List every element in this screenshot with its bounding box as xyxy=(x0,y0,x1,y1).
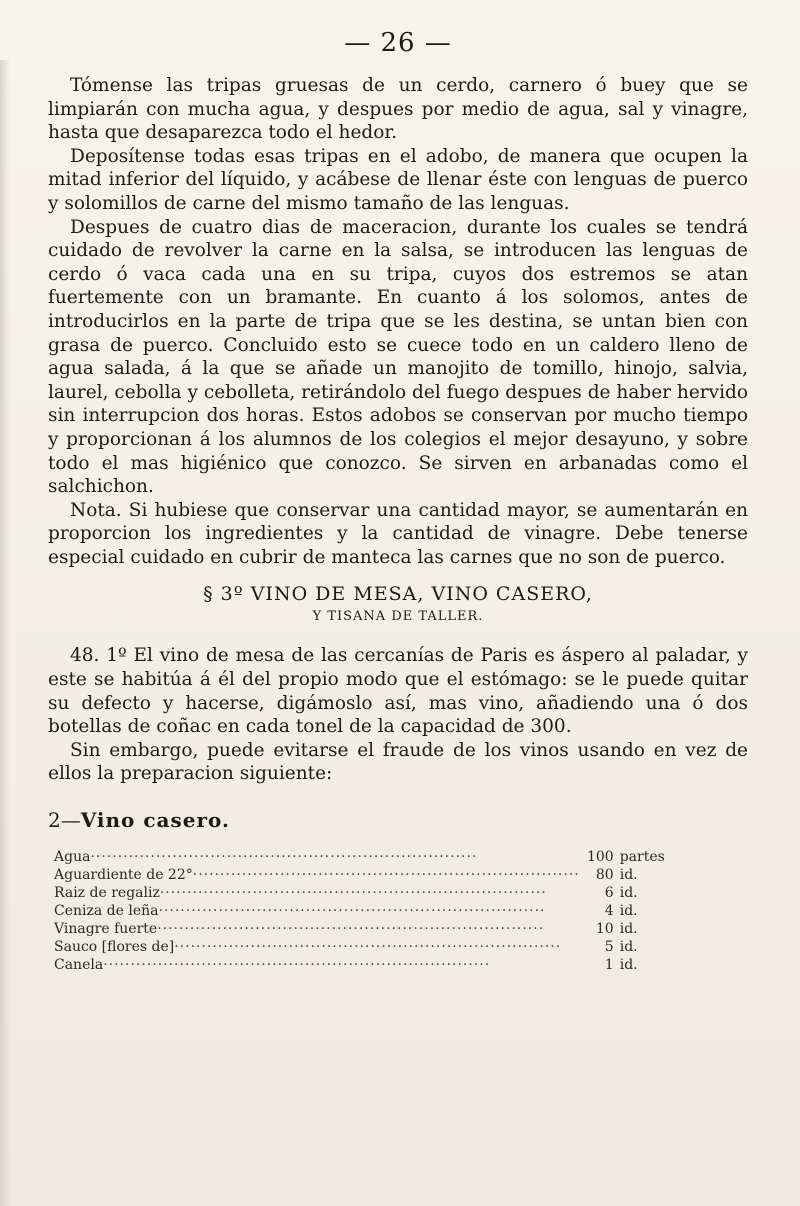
leader-dots: ······································································· xyxy=(192,867,580,884)
ingredient-unit: id. xyxy=(619,885,638,902)
ingredient-unit: id. xyxy=(619,939,638,956)
section-heading: § 3º VINO DE MESA, VINO CASERO, xyxy=(203,583,593,606)
paragraph-fraud: Sin embargo, puede evitarse el fraude de los vinos usando en vez de ellos la preparacion siguiente: xyxy=(48,739,748,785)
ingredient-row xyxy=(54,920,680,938)
recipe-name: Vino casero. xyxy=(80,808,230,833)
section-subheading: Y TISANA DE TALLER. xyxy=(312,609,484,625)
ingredient-unit: id. xyxy=(619,867,638,884)
leader-dots: ······································································· xyxy=(158,903,546,920)
ingredient-row xyxy=(54,902,680,920)
ingredient-unit: id. xyxy=(619,903,638,920)
ingredient-name: Raiz de regaliz xyxy=(54,885,160,902)
ingredient-row xyxy=(54,848,680,866)
page-content xyxy=(48,28,748,974)
ingredient-name: Aguardiente de 22° xyxy=(54,867,193,884)
ingredient-qty: 10 xyxy=(595,921,614,938)
paragraph-3: Despues de cuatro dias de maceracion, durante los cuales se tendrá cuidado de revolver la carne en la salsa, se introducen las lenguas de cerdo ó vaca cada una en su tripa, cuyos dos estremos se atan fuertemente con un bramante. En cuanto á los solomos, antes de introducirlos en la parte de tripa que se les destina, se untan bien con grasa de puerco. Concluido esto se cuece todo en un caldero lleno de agua salada, á la que se añade un manojito de tomillo, hinojo, salvia, laurel, cebolla y cebolleta, retirándolo del fuego despues de haber hervido sin interrupcion dos horas. Estos adobos se conservan por mucho tiempo y proporcionan á los alumnos de los colegios el mejor desayuno, y sobre todo el mas higiénico que conozco. Se sirven en arbanadas como el salchichon. xyxy=(48,216,748,498)
ingredient-name: Ceniza de leña xyxy=(54,903,159,920)
ingredient-qty: 100 xyxy=(586,849,614,866)
ingredient-qty: 6 xyxy=(604,885,614,902)
ingredients-table xyxy=(54,848,680,974)
note-paragraph: Nota. Si hubiese que conservar una cantidad mayor, se aumentarán en proporcion los ingredientes y la cantidad de vinagre. Debe tenerse especial cuidado en cubrir de manteca las carnes que no son de puerco. xyxy=(48,499,748,568)
page-number: — 26 — xyxy=(344,28,452,58)
ingredient-unit: id. xyxy=(619,921,638,938)
ingredient-name: Agua xyxy=(54,849,91,866)
recipe-title xyxy=(48,808,748,832)
paragraph-2: Deposítense todas esas tripas en el adobo, de manera que ocupen la mitad inferior del líquido, y acábese de llenar éste con lenguas de puerco y solomillos de carne del mismo tamaño de las lenguas. xyxy=(48,145,748,214)
ingredient-row xyxy=(54,956,680,974)
paragraph-1: Tómense las tripas gruesas de un cerdo, carnero ó buey que se limpiarán con mucha agua, y despues por medio de agua, sal y vinagre, hasta que desaparezca todo el hedor. xyxy=(48,75,748,144)
leader-dots: ······································································· xyxy=(159,885,547,902)
ingredient-unit: id. xyxy=(619,957,638,974)
leader-dots: ······································································· xyxy=(157,921,545,938)
ingredient-qty: 5 xyxy=(604,939,614,956)
ingredient-name: Canela xyxy=(54,957,104,974)
ingredient-row xyxy=(54,884,680,902)
leader-dots: ······································································· xyxy=(90,849,478,866)
ingredient-name: Vinagre fuerte xyxy=(54,921,158,938)
ingredient-name: Sauco [flores de] xyxy=(54,939,175,956)
ingredient-unit: partes xyxy=(619,849,665,866)
ingredient-qty: 1 xyxy=(604,957,614,974)
ingredient-row xyxy=(54,938,680,956)
recipe-number: 2— xyxy=(48,808,81,833)
ingredient-row xyxy=(54,866,680,884)
paragraph-48: 48. 1º El vino de mesa de las cercanías de Paris es áspero al paladar, y este se habitúa á él del propio modo que el estómago: se le puede quitar su defecto y hacerse, digámoslo así, mas vino, añadiendo una ó dos botellas de coñac en cada tonel de la capacidad de 300. xyxy=(48,645,748,738)
leader-dots: ······································································· xyxy=(174,939,562,956)
ingredient-qty: 80 xyxy=(595,867,614,884)
ingredient-qty: 4 xyxy=(604,903,614,920)
leader-dots: ······································································· xyxy=(103,957,491,974)
